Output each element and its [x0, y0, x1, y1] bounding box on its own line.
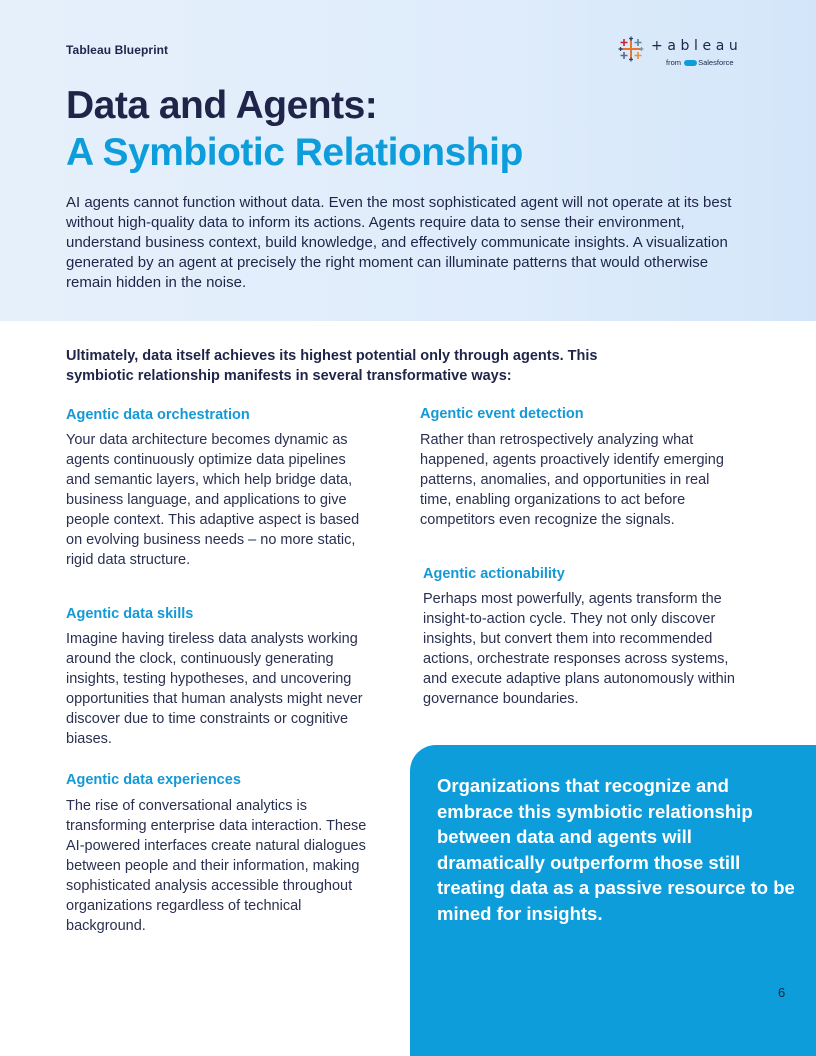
page-number: 6	[778, 985, 786, 1000]
salesforce-cloud-icon	[684, 60, 697, 66]
logo-from-text: from	[666, 58, 681, 67]
section-heading-experiences: Agentic data experiences	[66, 772, 241, 788]
logo-salesforce-text: Salesforce	[698, 58, 734, 67]
section-heading-skills: Agentic data skills	[66, 606, 194, 622]
section-body-actionability: Perhaps most powerfully, agents transform the insight-to-action cycle. They not only discover insights, but convert them into recommended actions, orchestrate responses across systems, and execute adaptive plans autonomously within governance boundaries.	[423, 591, 735, 707]
callout-text: Organizations that recognize and embrace this symbiotic relationship between data and agents will dramatically outperform those still treating data as a passive resource to be mined for insights.	[437, 775, 795, 924]
page-title-line-1: Data and Agents:	[66, 84, 378, 127]
section-body-orchestration: Your data architecture becomes dynamic as agents continuously optimize data pipelines and semantic layers, which help bridge data, business language, and applications to give people context. This adaptive aspect is based on evolving business needs – no more static, rigid data structure.	[66, 432, 360, 568]
lead-paragraph: Ultimately, data itself achieves its highest potential only through agents. This symbiotic relationship manifests in several transformative ways:	[66, 348, 598, 384]
tableau-cross-icon	[618, 36, 644, 62]
section-body-skills: Imagine having tireless data analysts working around the clock, continuously generating insights, testing hypotheses, and uncovering opportunities that human analysts might never discover due to time constraints or cognitive biases.	[66, 631, 363, 747]
section-heading-event-detection: Agentic event detection	[420, 406, 584, 422]
eyebrow-label: Tableau Blueprint	[66, 43, 169, 57]
callout-box	[410, 745, 816, 1056]
section-body-experiences: The rise of conversational analytics is transforming enterprise data interaction. These AI-powered interfaces create natural dialogues between people and their information, making sophisticated analysis accessible throughout organizations regardless of technical background.	[66, 798, 367, 934]
section-body-event-detection: Rather than retrospectively analyzing what happened, agents proactively identify emerging patterns, anomalies, and opportunities in real time, enabling organizations to act before competitors even recognize the signals.	[420, 432, 724, 528]
tableau-logo	[618, 36, 758, 72]
section-heading-actionability: Agentic actionability	[423, 566, 565, 582]
logo-from-salesforce	[666, 58, 734, 67]
page-title-line-2: A Symbiotic Relationship	[66, 131, 523, 174]
intro-paragraph: AI agents cannot function without data. Even the most sophisticated agent will not operate at its best without high-quality data to inform its actions. Agents require data to sense their environment, understand business context, build knowledge, and effectively communicate insights. A visualization generated by an agent at precisely the right moment can illuminate patterns that would otherwise remain hidden in the noise.	[66, 194, 732, 291]
logo-wordmark: +ableau	[651, 38, 743, 54]
section-heading-orchestration: Agentic data orchestration	[66, 407, 250, 423]
